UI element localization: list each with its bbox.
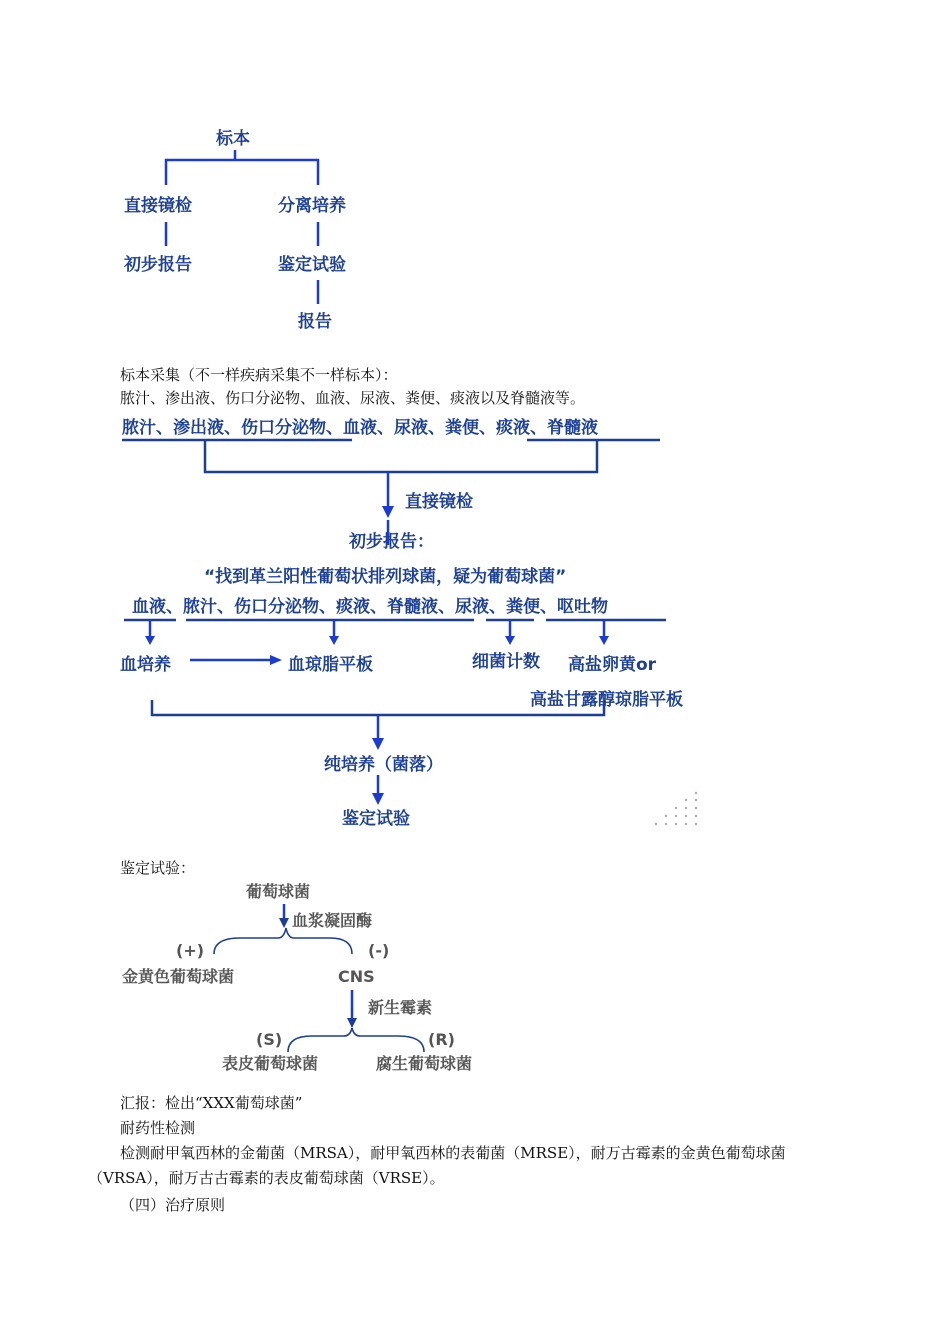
flow1-right3: 报告	[298, 312, 332, 332]
flow3-epidermidis: 表皮葡萄球菌	[222, 1054, 319, 1073]
flow2-pure-culture: 纯培养（菌落）	[324, 755, 443, 775]
flow1-right2: 鉴定试验	[278, 255, 346, 275]
flow2-prelim-quote: “找到革兰阳性葡萄状排列球菌，疑为葡萄球菌”	[204, 567, 567, 587]
flow3-novobiocin: 新生霉素	[368, 998, 433, 1017]
flow2-arrowhead-agar	[270, 655, 282, 665]
flow3-plus: (+)	[176, 941, 205, 960]
resistance-text-line2: （VRSA），耐万古古霉素的表皮葡萄球菌（VRSE）。	[88, 1169, 445, 1187]
flow3-arrowhead-novo	[347, 1018, 357, 1028]
flow2-high-salt-2: 高盐甘露醇琼脂平板	[530, 690, 683, 710]
flow2-blood-culture: 血培养	[120, 655, 171, 675]
decorative-dots	[655, 792, 697, 825]
flow2-specimens-mid: 血液、脓汁、伤口分泌物、痰液、脊髓液、尿液、粪便、呕吐物	[132, 597, 608, 617]
flow2-arrowhead-direct	[382, 506, 394, 518]
flow3-brace-coag	[214, 928, 352, 954]
flow3-aureus: 金黄色葡萄球菌	[122, 967, 235, 986]
specimen-list-text: 脓汁、渗出液、伤口分泌物、血液、尿液、粪便、痰液以及脊髓液等。	[120, 389, 586, 407]
flow2-blood-agar: 血琼脂平板	[288, 655, 373, 675]
flow2-prelim-report: 初步报告：	[349, 532, 434, 552]
flow3-brace-novo	[288, 1028, 424, 1052]
flow2-bacteria-count: 细菌计数	[472, 652, 540, 672]
flow2-identification: 鉴定试验	[342, 809, 410, 829]
flow2-arrowhead-feces	[599, 636, 609, 645]
flow1-left2: 初步报告	[124, 255, 192, 275]
flow1-right1: 分离培养	[278, 196, 346, 216]
flow2-arrowhead-pus	[329, 636, 339, 645]
specimen-collection-heading: 标本采集（不一样疾病采集不一样标本）：	[120, 366, 398, 384]
flow1-root: 标本	[216, 129, 250, 149]
flow3-s: (S)	[256, 1030, 283, 1049]
flow2-arrowhead-urine	[505, 636, 515, 645]
flow3-saprophyticus: 腐生葡萄球菌	[376, 1054, 473, 1073]
resistance-text-line1: 检测耐甲氧西林的金葡菌（MRSA），耐甲氧西林的表葡菌（MRSE），耐万古霉素的金黄色葡萄球菌	[120, 1144, 786, 1162]
treatment-heading: （四）治疗原则	[120, 1196, 226, 1214]
flow2-arrowhead-pure	[372, 738, 384, 750]
flow3-r: (R)	[428, 1030, 455, 1049]
flow3-staph: 葡萄球菌	[246, 882, 311, 901]
flow3-coagulase: 血浆凝固酶	[292, 911, 373, 930]
flow2-arrowhead-ident	[372, 793, 384, 805]
report-text: 汇报：检出“XXX葡萄球菌”	[120, 1094, 303, 1112]
flow1-connector	[166, 150, 318, 185]
flow2-direct-exam: 直接镜检	[405, 492, 473, 512]
flow2-arrowhead-blood	[145, 636, 155, 645]
flow2-bracket	[205, 440, 597, 472]
flow3-cns: CNS	[338, 967, 375, 986]
flow3-arrowhead-coag	[279, 918, 289, 928]
identification-heading: 鉴定试验：	[120, 859, 196, 877]
flow2-high-salt-1: 高盐卵黄or	[568, 655, 657, 675]
flow2-specimens-top: 脓汁、渗出液、伤口分泌物、血液、尿液、粪便、痰液、脊髓液	[122, 418, 598, 438]
flow1-left1: 直接镜检	[124, 196, 192, 216]
resistance-heading: 耐药性检测	[120, 1119, 196, 1137]
flow3-minus: (-)	[368, 941, 390, 960]
